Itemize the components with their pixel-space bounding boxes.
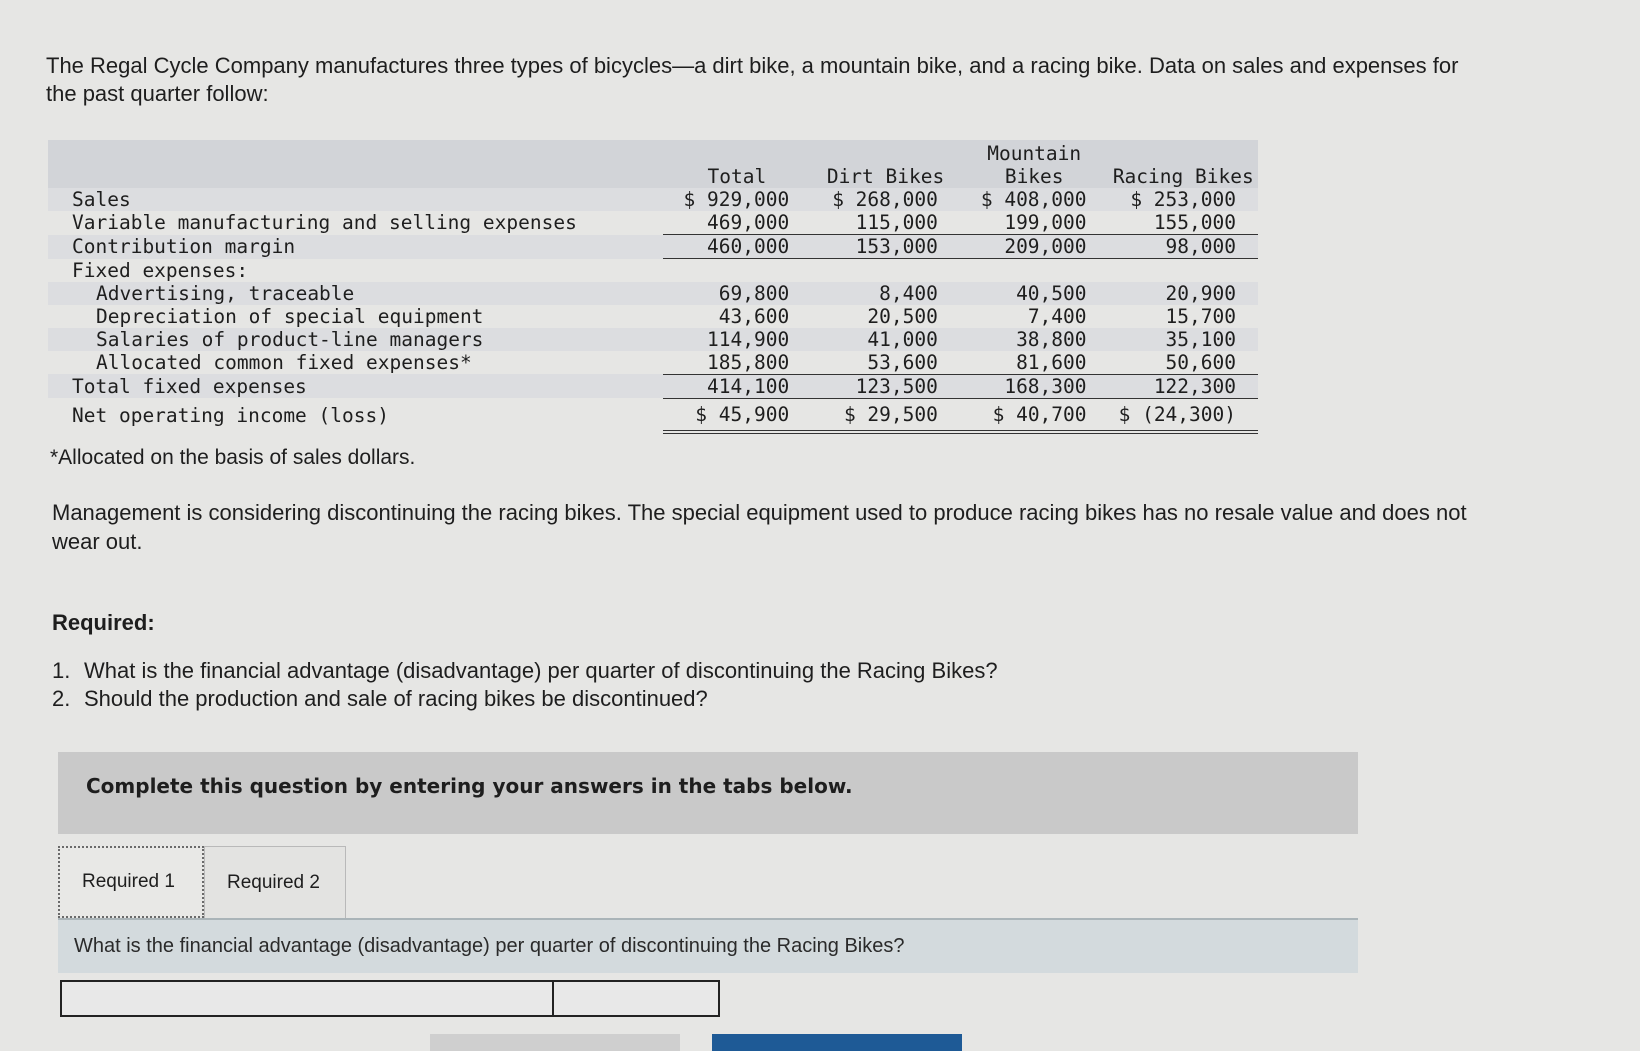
cell-dirt: 153,000 [811, 235, 960, 259]
cell-racing: 98,000 [1109, 235, 1258, 259]
cell-racing: $ 253,000 [1109, 188, 1258, 211]
cell-mountain: 209,000 [960, 235, 1109, 259]
answer-amount-input[interactable] [554, 982, 718, 1015]
cell-racing: 20,900 [1109, 282, 1258, 305]
row-label: Contribution margin [48, 235, 663, 259]
cell-dirt: 8,400 [811, 282, 960, 305]
cell-mountain: 199,000 [960, 211, 1109, 235]
table-row-depreciation [48, 305, 1258, 328]
cell-total: 114,900 [663, 328, 812, 351]
cell-mountain: $ 408,000 [960, 188, 1109, 211]
tab-required-1[interactable]: Required 1 [58, 846, 204, 918]
cell-racing: 122,300 [1109, 374, 1258, 398]
required-heading: Required: [52, 610, 155, 635]
question-number: 1. [52, 658, 71, 683]
row-label: Fixed expenses: [48, 259, 663, 282]
row-label: Variable manufacturing and selling expenses [48, 211, 663, 235]
table-row-allocated [48, 351, 1258, 375]
cell-mountain: 168,300 [960, 374, 1109, 398]
header-blank [48, 140, 663, 188]
table-row-net-income [48, 398, 1258, 432]
row-label: Total fixed expenses [48, 374, 663, 398]
answer-tabs [58, 846, 346, 918]
cell-total: 414,100 [663, 374, 812, 398]
cell-mountain: 7,400 [960, 305, 1109, 328]
cell-total: $ 45,900 [663, 398, 812, 432]
header-total: Total [663, 140, 812, 188]
row-label: Net operating income (loss) [48, 398, 663, 432]
row-label: Allocated common fixed expenses* [48, 351, 663, 375]
question-prompt: What is the financial advantage (disadvantage) per quarter of discontinuing the Racing Bikes? [58, 918, 1358, 973]
tab-required-2[interactable]: Required 2 [204, 846, 346, 918]
management-note: Management is considering discontinuing the racing bikes. The special equipment used to produce racing bikes has no resale value and does not wear out. [52, 500, 1467, 554]
question-item [52, 657, 998, 685]
cell-total: $ 929,000 [663, 188, 812, 211]
question-text: Should the production and sale of racing bikes be discontinued? [84, 686, 708, 711]
cell-total: 469,000 [663, 211, 812, 235]
cell-total: 69,800 [663, 282, 812, 305]
table-row-salaries [48, 328, 1258, 351]
cell-racing: 35,100 [1109, 328, 1258, 351]
cell-mountain: 81,600 [960, 351, 1109, 375]
row-label: Depreciation of special equipment [48, 305, 663, 328]
cell-dirt: $ 29,500 [811, 398, 960, 432]
question-item [52, 685, 998, 713]
table-row-advertising [48, 282, 1258, 305]
cell-racing: 155,000 [1109, 211, 1258, 235]
header-dirt-bikes: Dirt Bikes [811, 140, 960, 188]
previous-button[interactable] [430, 1034, 680, 1051]
cell-racing: $ (24,300) [1109, 398, 1258, 432]
cell-dirt: 20,500 [811, 305, 960, 328]
cell-total: 460,000 [663, 235, 812, 259]
question-number: 2. [52, 686, 71, 711]
next-button[interactable] [712, 1034, 962, 1051]
cell-dirt: 123,500 [811, 374, 960, 398]
cell-dirt: 115,000 [811, 211, 960, 235]
question-text: What is the financial advantage (disadvantage) per quarter of discontinuing the Racing Bikes? [84, 658, 998, 683]
table-row-fixed-header [48, 259, 1258, 282]
required-questions [52, 657, 998, 713]
table-header-row [48, 140, 1258, 188]
cell-total: 185,800 [663, 351, 812, 375]
table-row-contribution [48, 235, 1258, 259]
row-label: Sales [48, 188, 663, 211]
cell-racing: 50,600 [1109, 351, 1258, 375]
instruction-banner: Complete this question by entering your answers in the tabs below. [58, 752, 1358, 834]
cell-dirt: 41,000 [811, 328, 960, 351]
table-row-sales [48, 188, 1258, 211]
problem-intro: The Regal Cycle Company manufactures three types of bicycles—a dirt bike, a mountain bike, and a racing bike. Data on sales and expenses for the past quarter follow: [46, 53, 1459, 106]
row-label: Advertising, traceable [48, 282, 663, 305]
cell-mountain: 40,500 [960, 282, 1109, 305]
cell-mountain: $ 40,700 [960, 398, 1109, 432]
cell-total: 43,600 [663, 305, 812, 328]
cell-racing: 15,700 [1109, 305, 1258, 328]
row-label: Salaries of product-line managers [48, 328, 663, 351]
cell-dirt: 53,600 [811, 351, 960, 375]
table-row-total-fixed [48, 374, 1258, 398]
answer-label-input[interactable] [62, 982, 554, 1015]
income-statement-table [48, 140, 1258, 434]
footnote: *Allocated on the basis of sales dollars. [50, 446, 416, 469]
header-racing-bikes: Racing Bikes [1109, 140, 1258, 188]
header-mountain-bikes: Mountain Bikes [960, 140, 1109, 188]
cell-dirt: $ 268,000 [811, 188, 960, 211]
cell-mountain: 38,800 [960, 328, 1109, 351]
table-row-variable [48, 211, 1258, 235]
answer-row [60, 980, 720, 1017]
